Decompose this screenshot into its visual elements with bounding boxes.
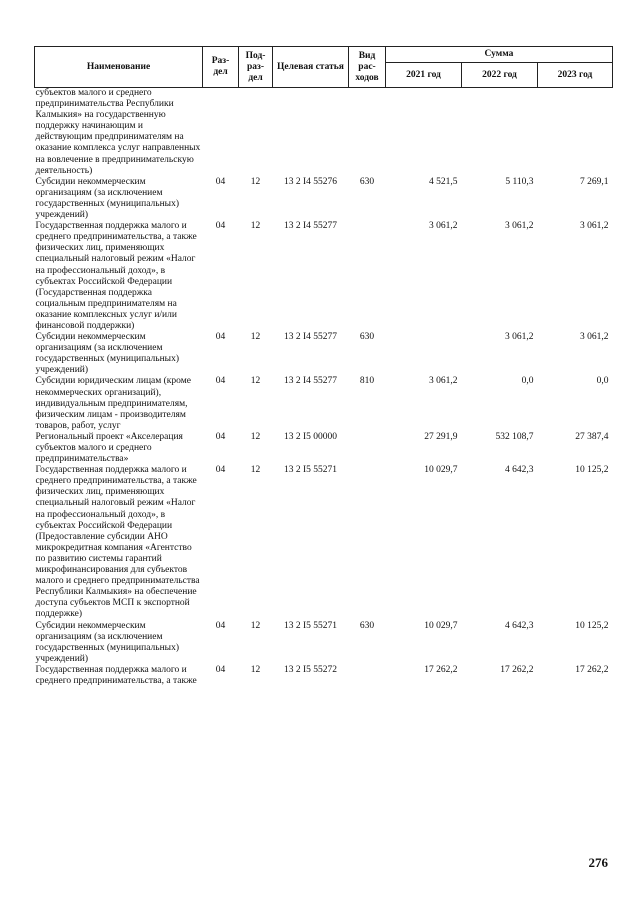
row-podrazdel: 12 bbox=[250, 221, 261, 232]
row-celevaya-statya bbox=[273, 88, 349, 177]
row-razdel: 04 bbox=[215, 431, 226, 442]
row-sum-2022 bbox=[462, 88, 538, 177]
row-sum-2021 bbox=[386, 332, 462, 376]
row-sum-2022: 17 262,2 bbox=[500, 664, 534, 675]
row-sum-2022: 3 061,2 bbox=[505, 221, 534, 232]
row-sum-2021: 3 061,2 bbox=[429, 221, 458, 232]
row-celevaya-statya: 13 2 I4 55277 bbox=[283, 332, 338, 343]
row-name: Субсидии некоммерческим организациям (за исключением государственных (муниципальных) учреждений) bbox=[35, 332, 179, 376]
row-name: Субсидии некоммерческим организациям (за исключением государственных (муниципальных) учреждений) bbox=[35, 620, 179, 664]
header-year-2021: 2021 год bbox=[386, 63, 462, 88]
header-name: Наименование bbox=[35, 47, 203, 88]
row-razdel bbox=[203, 88, 239, 177]
row-podrazdel: 12 bbox=[250, 620, 261, 631]
budget-table bbox=[34, 46, 613, 687]
row-vid-rashodov bbox=[349, 221, 386, 332]
row-sum-2023: 27 387,4 bbox=[575, 431, 609, 442]
row-celevaya-statya: 13 2 I4 55277 bbox=[283, 376, 338, 387]
row-podrazdel: 12 bbox=[250, 465, 261, 476]
row-celevaya-statya: 13 2 I5 55271 bbox=[283, 620, 338, 631]
row-razdel: 04 bbox=[215, 176, 226, 187]
row-sum-2023: 0,0 bbox=[596, 376, 609, 387]
row-vid-rashodov bbox=[349, 665, 386, 687]
row-celevaya-statya: 13 2 I4 55277 bbox=[283, 221, 338, 232]
row-sum-2022: 532 108,7 bbox=[495, 431, 534, 442]
header-year-2022: 2022 год bbox=[462, 63, 538, 88]
row-celevaya-statya: 13 2 I5 00000 bbox=[283, 431, 338, 442]
header-year-2023: 2023 год bbox=[538, 63, 613, 88]
row-podrazdel: 12 bbox=[250, 664, 261, 675]
table-row bbox=[35, 432, 613, 465]
row-vid-rashodov: 810 bbox=[359, 376, 375, 387]
row-sum-2021 bbox=[386, 88, 462, 177]
row-sum-2022: 0,0 bbox=[521, 376, 534, 387]
row-podrazdel: 12 bbox=[250, 376, 261, 387]
row-celevaya-statya: 13 2 I5 55272 bbox=[283, 664, 338, 675]
row-sum-2023: 10 125,2 bbox=[575, 465, 609, 476]
table-row bbox=[35, 177, 613, 221]
header-vid-rashodov: Вид рас-ходов bbox=[349, 47, 386, 88]
table-body bbox=[35, 88, 613, 688]
row-sum-2021: 10 029,7 bbox=[424, 620, 458, 631]
row-sum-2021: 3 061,2 bbox=[429, 376, 458, 387]
table-row bbox=[35, 465, 613, 620]
row-sum-2023: 10 125,2 bbox=[575, 620, 609, 631]
row-sum-2023: 3 061,2 bbox=[580, 221, 609, 232]
row-podrazdel: 12 bbox=[250, 431, 261, 442]
row-podrazdel bbox=[239, 88, 273, 177]
row-razdel: 04 bbox=[215, 620, 226, 631]
header-summa: Сумма bbox=[386, 47, 613, 63]
row-name: Государственная поддержка малого и среднего предпринимательства, а также bbox=[35, 664, 197, 686]
table-header bbox=[35, 47, 613, 88]
row-sum-2023: 7 269,1 bbox=[580, 176, 609, 187]
row-sum-2023: 17 262,2 bbox=[575, 664, 609, 675]
row-vid-rashodov: 630 bbox=[359, 332, 375, 343]
row-vid-rashodov bbox=[349, 432, 386, 465]
row-razdel: 04 bbox=[215, 664, 226, 675]
row-name: Государственная поддержка малого и среднего предпринимательства, а также физических лиц, применяющих специальный налоговый режим «Налог на профессиональный доход», в субъектах Российской Федерации (Предоставление субсидии АНО микрокредитная компания «Агентство по развитию системы гарантий микрофинансирования для субъектов малого и среднего предпринимательства Республики Калмыкия» на обеспечение доступа субъектов МСП к экспортной поддержке) bbox=[35, 465, 200, 620]
row-sum-2021: 17 262,2 bbox=[424, 664, 458, 675]
row-name: Региональный проект «Акселерация субъектов малого и среднего предпринимательства» bbox=[35, 431, 183, 465]
page-number: 276 bbox=[588, 855, 608, 870]
document-page bbox=[34, 46, 612, 687]
row-sum-2022: 4 642,3 bbox=[505, 620, 534, 631]
row-vid-rashodov bbox=[349, 88, 386, 177]
table-row bbox=[35, 665, 613, 687]
row-sum-2021: 27 291,9 bbox=[424, 431, 458, 442]
row-name: субъектов малого и среднего предпринимательства Республики Калмыкия» на государственную поддержку начинающим и действующим предпринимателям на оказание комплекса услуг направленных на вовлечение в предпринимательскую деятельность) bbox=[35, 88, 201, 176]
row-vid-rashodov bbox=[349, 465, 386, 620]
row-sum-2022: 4 642,3 bbox=[505, 465, 534, 476]
table-row bbox=[35, 221, 613, 332]
row-name: Субсидии юридическим лицам (кроме некоммерческих организаций), индивидуальным предпринимателям, физическим лицам - производителям товаров, работ, услуг bbox=[35, 376, 191, 431]
row-razdel: 04 bbox=[215, 332, 226, 343]
row-sum-2021: 4 521,5 bbox=[429, 176, 458, 187]
table-row bbox=[35, 376, 613, 431]
row-vid-rashodov: 630 bbox=[359, 620, 375, 631]
row-sum-2023: 3 061,2 bbox=[580, 332, 609, 343]
table-row bbox=[35, 332, 613, 376]
row-podrazdel: 12 bbox=[250, 176, 261, 187]
row-vid-rashodov: 630 bbox=[359, 176, 375, 187]
header-razdel: Раз-дел bbox=[203, 47, 239, 88]
row-podrazdel: 12 bbox=[250, 332, 261, 343]
row-sum-2022: 3 061,2 bbox=[505, 332, 534, 343]
table-row bbox=[35, 621, 613, 665]
row-razdel: 04 bbox=[215, 376, 226, 387]
row-razdel: 04 bbox=[215, 465, 226, 476]
header-podrazdel: Под-раз-дел bbox=[239, 47, 273, 88]
row-sum-2021: 10 029,7 bbox=[424, 465, 458, 476]
row-name: Государственная поддержка малого и среднего предпринимательства, а также физических лиц, применяющих специальный налоговый режим «Налог на профессиональный доход», в субъектах Российской Федерации (Государственная поддержка социальным предпринимателям на оказание комплексных услуг и/или финансовой поддержки) bbox=[35, 221, 197, 331]
header-celevaya-statya: Целевая статья bbox=[273, 47, 349, 88]
row-celevaya-statya: 13 2 I4 55276 bbox=[283, 176, 338, 187]
row-sum-2023 bbox=[538, 88, 613, 177]
row-name: Субсидии некоммерческим организациям (за исключением государственных (муниципальных) учреждений) bbox=[35, 176, 179, 221]
row-razdel: 04 bbox=[215, 221, 226, 232]
table-row bbox=[35, 88, 613, 177]
row-sum-2022: 5 110,3 bbox=[505, 176, 534, 187]
row-celevaya-statya: 13 2 I5 55271 bbox=[283, 465, 338, 476]
